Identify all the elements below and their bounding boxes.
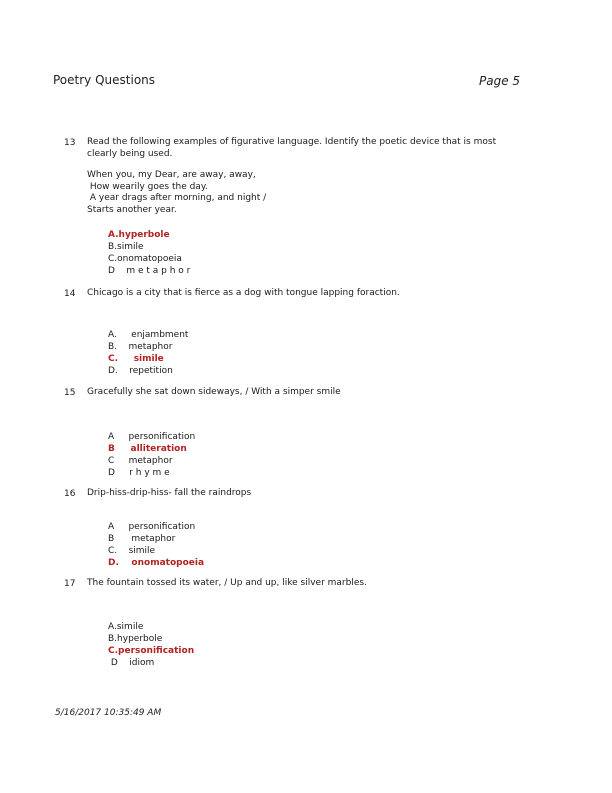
question-text: Read the following examples of figurative language. Identify the poetic device that is most clearly being used. — [87, 137, 497, 159]
question-number: 16 — [64, 489, 76, 499]
answer-option: D m e t a p h o r — [108, 266, 191, 276]
answer-option: D idiom — [108, 658, 155, 668]
answer-option-correct: D. onomatopoeia — [108, 558, 205, 568]
question-number: 15 — [64, 388, 76, 398]
answer-option: C metaphor — [108, 456, 173, 466]
answer-option: A personification — [108, 432, 196, 442]
answer-options — [108, 329, 188, 377]
question-text: Gracefully she sat down sideways, / With a simper smile — [87, 387, 341, 397]
page-title: Poetry Questions — [53, 73, 156, 87]
answer-option: C. simile — [108, 546, 156, 556]
answer-option: B.simile — [108, 242, 144, 252]
question-text: Drip-hiss-drip-hiss- fall the raindrops — [87, 488, 252, 498]
answer-option: C.onomatopoeia — [108, 254, 182, 264]
answer-option-correct: C.personification — [108, 646, 195, 656]
answer-option-correct: B alliteration — [108, 444, 187, 454]
answer-option-correct: A.hyperbole — [108, 230, 170, 240]
footer-timestamp: 5/16/2017 10:35:49 AM — [55, 708, 162, 718]
question-text: The fountain tossed its water, / Up and up, like silver marbles. — [87, 578, 367, 588]
answer-option: B. metaphor — [108, 342, 173, 352]
answer-options — [108, 521, 204, 569]
answer-options — [108, 431, 195, 479]
answer-options — [108, 621, 194, 669]
answer-option: B metaphor — [108, 534, 176, 544]
question-text: Chicago is a city that is fierce as a dog with tongue lapping foraction. — [87, 288, 400, 298]
page-number: Page 5 — [479, 74, 521, 88]
question-passage: When you, my Dear, are away, away, How wearily goes the day. A year drags after morning, and night / Starts another year. — [87, 170, 267, 215]
answer-option: B.hyperbole — [108, 634, 163, 644]
answer-option-correct: C. simile — [108, 354, 164, 364]
answer-option: D. repetition — [108, 366, 173, 376]
answer-option: A personification — [108, 522, 196, 532]
question-number: 13 — [64, 138, 76, 148]
answer-option: A.simile — [108, 622, 144, 632]
answer-option: D r h y m e — [108, 468, 170, 478]
question-number: 17 — [64, 579, 76, 589]
answer-options — [108, 229, 190, 277]
question-number: 14 — [64, 289, 76, 299]
answer-option: A. enjambment — [108, 330, 189, 340]
